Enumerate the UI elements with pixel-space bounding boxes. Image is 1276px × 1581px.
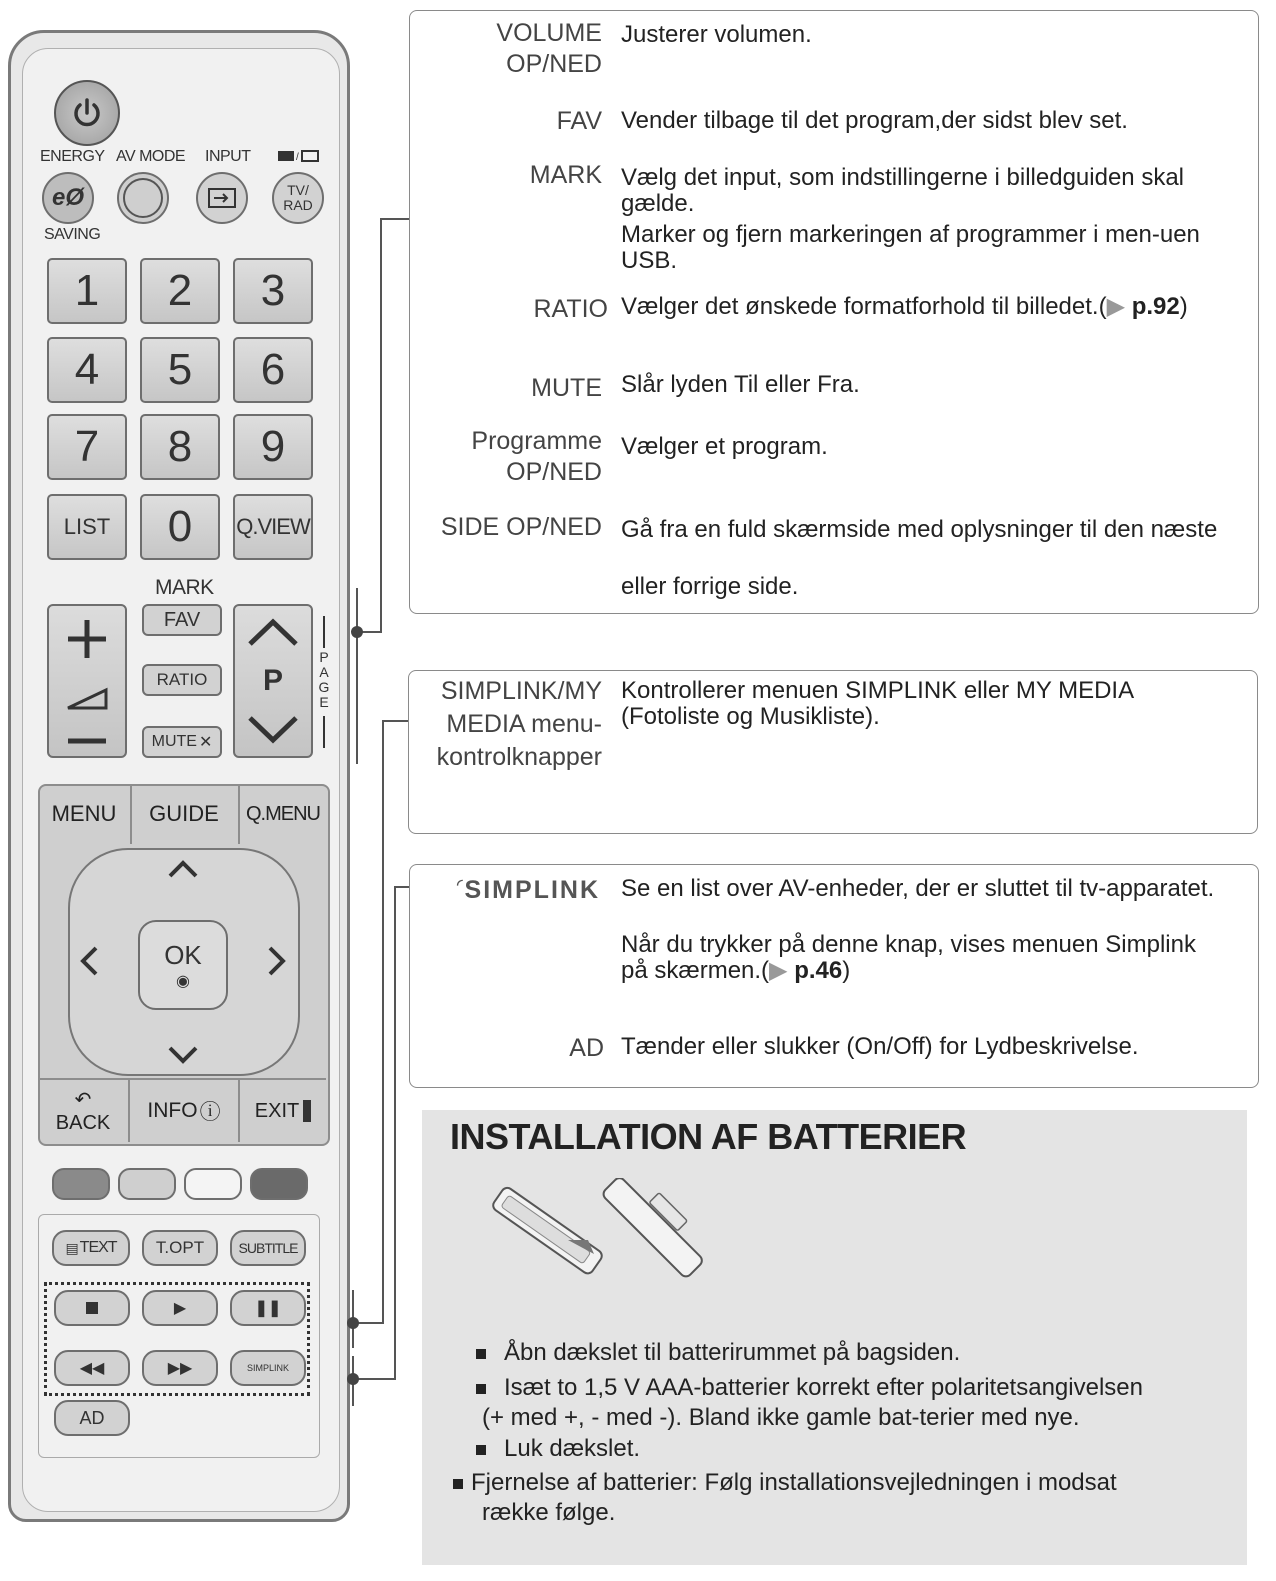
volume-rocker[interactable] (47, 604, 127, 758)
term-programme: Programme OP/NED (471, 427, 602, 486)
connector-line (380, 218, 382, 633)
connector-line (380, 218, 410, 220)
num-2-button[interactable]: 2 (140, 258, 220, 324)
desc-ratio-end: ) (1179, 293, 1188, 320)
back-button[interactable] (38, 1078, 130, 1142)
num-4-button[interactable]: 4 (47, 337, 127, 403)
blue-key-button[interactable] (250, 1168, 308, 1200)
desc-simplink: Se en list over AV-enheder, der er sluttet til tv-apparatet. (621, 875, 1215, 902)
fast-forward-button[interactable] (142, 1350, 218, 1386)
power-icon (70, 96, 104, 130)
arrow-left-icon[interactable] (78, 944, 100, 978)
desc-ad: Tænder eller slukker (On/Off) for Lydbeskrivelse. (621, 1033, 1139, 1060)
desc-simplink-end: ) (842, 957, 851, 984)
ok-button[interactable] (138, 920, 228, 1010)
menu-button[interactable]: MENU (38, 784, 132, 844)
guide-button[interactable]: GUIDE (130, 784, 240, 844)
ok-label: OK (164, 939, 202, 970)
desc-side: Gå fra en fuld skærmside med oplysninger til den næste (621, 516, 1218, 543)
desc-mark-2: Marker og fjern markeringen af programmer i men-uen USB. (621, 221, 1200, 274)
program-rocker[interactable] (233, 604, 313, 758)
num-6-button[interactable]: 6 (233, 337, 313, 403)
pause-icon: ❚❚ (254, 1300, 282, 1317)
battery-bullet-1 (476, 1338, 960, 1368)
stop-icon (86, 1302, 98, 1314)
pause-button[interactable] (230, 1290, 306, 1326)
input-icon (207, 187, 237, 209)
desc-simplink-2-text: Når du trykker på denne knap, vises menuen Simplink på skærmen.( (621, 931, 1196, 984)
input-label: INPUT (205, 148, 251, 165)
eco-icon: eØ (51, 184, 84, 211)
term-simplink-my-media: SIMPLINK/MY MEDIA menu- kontrolknapper (436, 677, 602, 771)
battery-bullet-2-text: Isæt to 1,5 V AAA-batterier korrekt efter polaritetsangivelsen (504, 1374, 1143, 1401)
program-label: P (262, 664, 283, 697)
fav-button[interactable]: FAV (142, 604, 222, 636)
bullet-square-icon (453, 1479, 463, 1489)
yellow-key-button[interactable] (184, 1168, 242, 1200)
rewind-button[interactable] (54, 1350, 130, 1386)
tv-radio-icon (276, 148, 320, 169)
exit-label: EXIT (254, 1099, 300, 1122)
svg-text:/: / (296, 152, 299, 163)
desc-mute: Slår lyden Til eller Fra. (621, 371, 860, 398)
connector-line (394, 886, 396, 1380)
connector-dot (347, 1373, 359, 1385)
desc-volume: Justerer volumen. (621, 21, 812, 48)
minus-icon (64, 736, 110, 746)
mark-label: MARK (155, 576, 214, 599)
battery-bullet-2 (476, 1373, 1143, 1403)
arrow-down-icon[interactable] (166, 1044, 200, 1066)
arrow-right-icon[interactable] (266, 944, 288, 978)
term-ratio: RATIO (533, 295, 608, 323)
chevron-down-icon (246, 714, 300, 744)
energy-saving-button[interactable] (42, 172, 94, 224)
mute-button[interactable] (142, 726, 222, 758)
exit-button[interactable] (240, 1078, 326, 1142)
green-key-button[interactable] (118, 1168, 176, 1200)
page-down-arrow-icon (323, 716, 325, 748)
triangle-right-icon: ▶ (769, 957, 788, 984)
back-arrow-icon: ↶ (74, 1089, 92, 1111)
connector-dot (347, 1317, 359, 1329)
desc-simplink-my-media: Kontrollerer menuen SIMPLINK eller MY MEDIA (Fotoliste og Musikliste). (621, 677, 1133, 730)
term-mark: MARK (529, 161, 602, 189)
saving-label: SAVING (44, 226, 101, 243)
chevron-up-icon (246, 618, 300, 648)
battery-bullet-3-text: Luk dækslet. (504, 1435, 641, 1462)
av-mode-label: AV MODE (116, 148, 186, 165)
q-menu-button[interactable]: Q.MENU (246, 802, 320, 825)
battery-bullet-1-text: Åbn dækslet til batterirummet på bagsiden. (504, 1339, 961, 1366)
battery-bullet-2-cont: (+ med +, - med -). Bland ikke gamle bat-terier med nye. (482, 1404, 1080, 1431)
term-side: SIDE OP/NED (440, 513, 602, 541)
rewind-icon: ◀◀ (79, 1360, 105, 1377)
input-button[interactable] (196, 172, 248, 224)
play-icon: ▶ (173, 1300, 187, 1317)
red-key-button[interactable] (52, 1168, 110, 1200)
simplink-logo-text: SIMPLINK (464, 876, 600, 904)
mute-label: MUTE (151, 733, 197, 750)
term-volume: VOLUME OP/NED (496, 19, 602, 78)
text-label: TEXT (79, 1239, 117, 1256)
num-9-button[interactable]: 9 (233, 414, 313, 480)
desc-simplink-2 (621, 932, 1221, 984)
desc-fav: Vender tilbage til det program,der sidst blev set. (621, 107, 1128, 134)
simplink-logo (457, 876, 600, 905)
connector-line (382, 720, 384, 1324)
battery-bullet-4-cont: række følge. (482, 1499, 616, 1526)
ad-button[interactable]: AD (54, 1400, 130, 1436)
info-button[interactable] (130, 1078, 240, 1142)
num-7-button[interactable]: 7 (47, 414, 127, 480)
battery-bullet-3 (476, 1434, 640, 1464)
speaker-muted-icon: ✕ (198, 734, 213, 751)
arrow-up-icon[interactable] (166, 858, 200, 880)
term-fav: FAV (556, 107, 602, 135)
bullet-square-icon (476, 1384, 486, 1394)
bullet-square-icon (476, 1445, 486, 1455)
stop-button[interactable] (54, 1290, 130, 1326)
connector-dot (351, 626, 363, 638)
av-mode-button[interactable] (117, 172, 169, 224)
connector-line (356, 588, 358, 764)
t-opt-button[interactable]: T.OPT (142, 1230, 218, 1266)
desc-simplink-ref: p.46 (794, 957, 843, 984)
teletext-icon: ▤ (65, 1239, 78, 1256)
tv-rad-button[interactable] (272, 172, 324, 224)
triangle-right-icon: ▶ (1106, 293, 1126, 320)
subtitle-button[interactable]: SUBTITLE (230, 1230, 306, 1266)
desc-mark: Vælg det input, som indstillingerne i billedguiden skal gælde. (621, 164, 1184, 217)
page-label: P A G E (318, 649, 330, 710)
bullet-square-icon (476, 1349, 486, 1359)
back-label: BACK (55, 1112, 111, 1134)
desc-ratio (621, 294, 1221, 320)
term-ad: AD (569, 1034, 604, 1062)
num-5-button[interactable]: 5 (140, 337, 220, 403)
volume-wedge-icon (64, 686, 110, 712)
desc-ratio-text: Vælger det ønskede formatforhold til billedet.( (621, 293, 1107, 320)
num-3-button[interactable]: 3 (233, 258, 313, 324)
q-view-button[interactable]: Q.VIEW (233, 494, 313, 560)
ratio-button[interactable]: RATIO (142, 664, 222, 696)
connector-line (382, 720, 410, 722)
tv-rad-label: TV/ RAD (283, 182, 313, 213)
text-button[interactable] (52, 1230, 130, 1266)
simplink-button[interactable]: SIMPLINK (230, 1350, 306, 1386)
energy-label: ENERGY (40, 148, 105, 165)
num-0-button[interactable]: 0 (140, 494, 220, 560)
power-button[interactable] (54, 80, 120, 146)
num-1-button[interactable]: 1 (47, 258, 127, 324)
battery-heading: INSTALLATION AF BATTERIER (450, 1116, 967, 1157)
info-label: INFO (147, 1099, 198, 1122)
connector-line (394, 886, 410, 888)
term-mute: MUTE (531, 374, 602, 402)
plus-icon (64, 616, 110, 662)
num-8-button[interactable]: 8 (140, 414, 220, 480)
desc-programme: Vælger et program. (621, 433, 828, 460)
battery-bullet-4-text: Fjernelse af batterier: Følg installationsvejledningen i modsat (471, 1469, 1117, 1496)
battery-cover-illustration (482, 1178, 732, 1288)
fast-forward-icon: ▶▶ (167, 1360, 193, 1377)
play-button[interactable] (142, 1290, 218, 1326)
page-up-arrow-icon (323, 616, 325, 648)
list-button[interactable]: LIST (47, 494, 127, 560)
exit-door-icon (303, 1100, 311, 1122)
simplink-swirl-icon: ◜ (457, 876, 465, 892)
desc-ratio-ref: p.92 (1131, 293, 1180, 320)
av-mode-ring-icon (123, 178, 163, 218)
info-icon: ⓘ (199, 1101, 221, 1124)
battery-bullet-4 (453, 1468, 1117, 1498)
ok-dot-icon: ◉ (176, 972, 190, 990)
desc-side-2: eller forrige side. (621, 573, 799, 600)
connector-line (354, 1378, 394, 1380)
